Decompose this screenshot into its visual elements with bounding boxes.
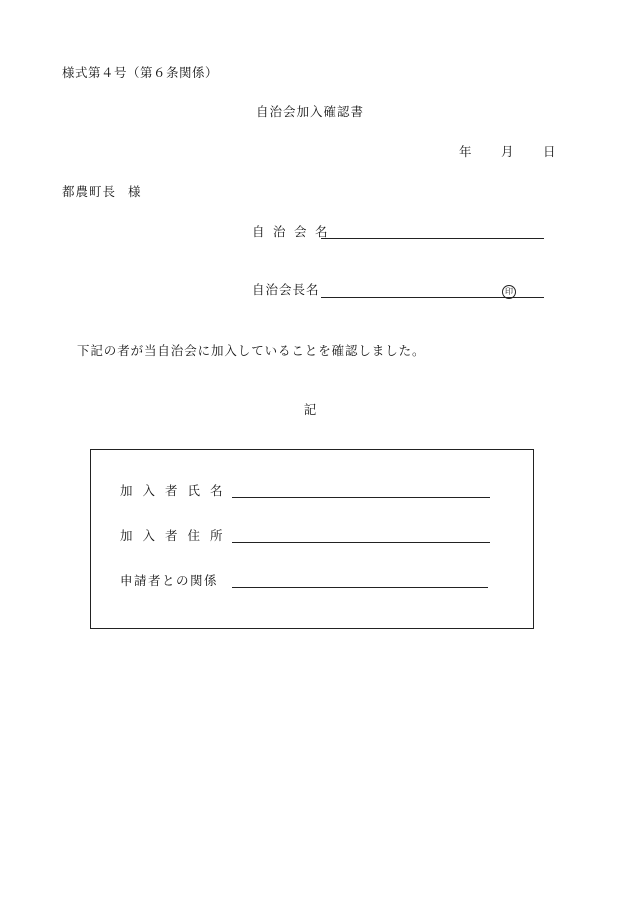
seal-mark-icon: 印: [502, 285, 516, 299]
confirmation-statement: 下記の者が当自治会に加入していることを確認しました。: [77, 343, 426, 358]
association-name-field[interactable]: [321, 238, 544, 239]
document-title: 自治会加入確認書: [255, 104, 364, 119]
recipient-honorific: 様: [128, 184, 141, 199]
member-address-field[interactable]: [232, 542, 490, 543]
section-mark: 記: [303, 402, 317, 417]
member-name-field[interactable]: [232, 497, 490, 498]
recipient: [62, 186, 141, 199]
relation-label: 申請者との関係: [120, 573, 219, 588]
recipient-name: 都農町長: [62, 184, 117, 199]
date-line: [459, 146, 556, 159]
date-month-label: 月: [501, 144, 514, 159]
association-name-label: 自治会名: [252, 224, 337, 239]
form-number: 様式第４号（第６条関係）: [62, 65, 219, 80]
association-head-label: 自治会長名: [252, 282, 320, 297]
member-name-label: 加入者氏名: [120, 483, 233, 498]
member-address-label: 加入者住所: [120, 528, 233, 543]
relation-field[interactable]: [232, 587, 488, 588]
date-day-label: 日: [543, 144, 556, 159]
date-year-label: 年: [459, 144, 472, 159]
